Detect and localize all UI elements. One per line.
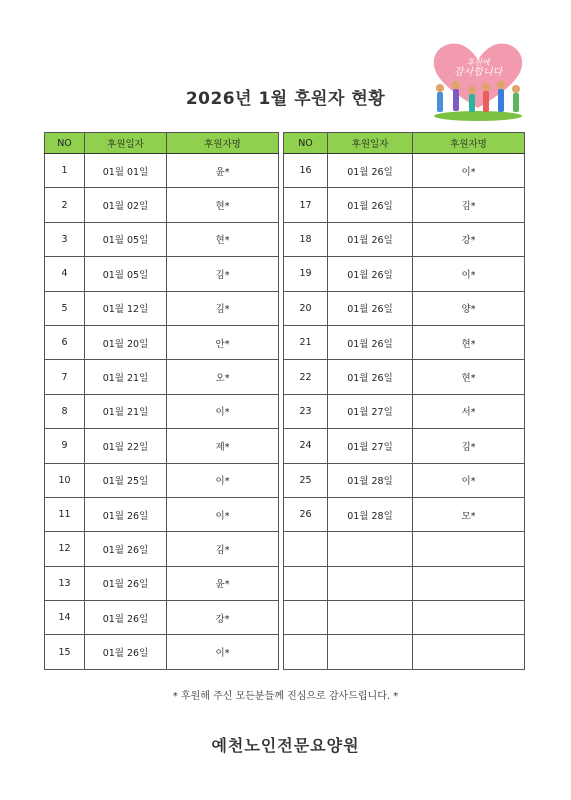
cell-date	[328, 601, 413, 635]
cell-date: 01월 02일	[85, 188, 167, 222]
table-row	[45, 394, 279, 428]
table-row	[45, 635, 279, 669]
cell-no: 2	[45, 188, 85, 222]
table-row	[284, 188, 525, 222]
cell-date: 01월 26일	[328, 360, 413, 394]
table-row	[284, 532, 525, 566]
cell-no: 23	[284, 394, 328, 428]
table-row	[45, 291, 279, 325]
cell-name	[413, 532, 525, 566]
cell-no: 3	[45, 222, 85, 256]
cell-name	[413, 635, 525, 669]
cell-name: 김*	[413, 429, 525, 463]
cell-name: 현*	[413, 325, 525, 359]
cell-date: 01월 05일	[85, 257, 167, 291]
cell-no: 1	[45, 154, 85, 188]
table-header-row	[45, 133, 279, 154]
cell-date: 01월 21일	[85, 360, 167, 394]
cell-name: 이*	[167, 463, 279, 497]
cell-no: 12	[45, 532, 85, 566]
cell-name: 강*	[413, 222, 525, 256]
logo-text-line2: 감사합니다	[453, 67, 503, 78]
cell-date: 01월 22일	[85, 429, 167, 463]
table-row	[284, 429, 525, 463]
table-row	[284, 360, 525, 394]
cell-no: 21	[284, 325, 328, 359]
organization-name: 예천노인전문요양원	[211, 736, 360, 755]
cell-date: 01월 26일	[85, 566, 167, 600]
cell-name: 안*	[167, 325, 279, 359]
cell-name: 서*	[413, 394, 525, 428]
cell-no: 16	[284, 154, 328, 188]
cell-no: 22	[284, 360, 328, 394]
header-date: 후원일자	[85, 133, 167, 154]
table-row	[284, 291, 525, 325]
cell-date: 01월 26일	[328, 188, 413, 222]
logo-text-line1: 후원에	[466, 58, 490, 67]
donor-table-left	[44, 132, 279, 670]
cell-no: 15	[45, 635, 85, 669]
cell-date: 01월 26일	[328, 257, 413, 291]
cell-date: 01월 26일	[328, 222, 413, 256]
header-date: 후원일자	[328, 133, 413, 154]
donor-table-left-body	[45, 154, 279, 670]
cell-no: 26	[284, 497, 328, 531]
table-row	[45, 566, 279, 600]
grass-icon	[434, 111, 522, 121]
cell-name: 김*	[167, 257, 279, 291]
cell-date: 01월 28일	[328, 497, 413, 531]
table-row	[45, 360, 279, 394]
cell-no: 13	[45, 566, 85, 600]
cell-date	[328, 566, 413, 600]
cell-no: 18	[284, 222, 328, 256]
cell-date: 01월 26일	[328, 154, 413, 188]
table-row	[284, 635, 525, 669]
cell-date: 01월 12일	[85, 291, 167, 325]
cell-date: 01월 21일	[85, 394, 167, 428]
cell-name: 이*	[413, 463, 525, 497]
table-row	[284, 463, 525, 497]
cell-no: 25	[284, 463, 328, 497]
cell-name	[413, 601, 525, 635]
cell-name: 김*	[167, 532, 279, 566]
logo-text	[442, 58, 514, 78]
cell-no: 10	[45, 463, 85, 497]
header-name: 후원자명	[413, 133, 525, 154]
header-name: 후원자명	[167, 133, 279, 154]
table-row	[45, 222, 279, 256]
donor-table-right	[283, 132, 525, 670]
cell-no: 4	[45, 257, 85, 291]
footer-thanks-note: * 후원해 주신 모든분들께 진심으로 감사드립니다. *	[172, 691, 399, 702]
cell-name: 강*	[167, 601, 279, 635]
cell-name: 양*	[413, 291, 525, 325]
cell-date: 01월 26일	[85, 532, 167, 566]
table-row	[284, 497, 525, 531]
cell-date: 01월 01일	[85, 154, 167, 188]
table-row	[284, 325, 525, 359]
table-row	[284, 601, 525, 635]
cell-name: 현*	[167, 222, 279, 256]
table-row	[45, 257, 279, 291]
table-row	[284, 394, 525, 428]
cell-no	[284, 635, 328, 669]
table-row	[284, 222, 525, 256]
cell-date: 01월 26일	[85, 497, 167, 531]
cell-date: 01월 28일	[328, 463, 413, 497]
cell-no: 14	[45, 601, 85, 635]
donor-table-right-body	[284, 154, 525, 670]
table-row	[45, 497, 279, 531]
cell-no: 24	[284, 429, 328, 463]
cell-name: 이*	[167, 497, 279, 531]
header-no: NO	[45, 133, 85, 154]
cell-no	[284, 532, 328, 566]
cell-name	[413, 566, 525, 600]
cell-date: 01월 26일	[328, 325, 413, 359]
cell-no: 11	[45, 497, 85, 531]
cell-date	[328, 532, 413, 566]
cell-name: 이*	[167, 635, 279, 669]
page-title: 2026년 1월 후원자 현황	[185, 89, 386, 109]
cell-no	[284, 566, 328, 600]
cell-no: 9	[45, 429, 85, 463]
cell-name: 윤*	[167, 154, 279, 188]
table-row	[284, 154, 525, 188]
cell-name: 현*	[167, 188, 279, 222]
header-no: NO	[284, 133, 328, 154]
cell-name: 이*	[413, 154, 525, 188]
table-row	[45, 325, 279, 359]
cell-date: 01월 27일	[328, 429, 413, 463]
table-row	[45, 532, 279, 566]
table-row	[45, 463, 279, 497]
cell-date: 01월 26일	[328, 291, 413, 325]
cell-no: 6	[45, 325, 85, 359]
cell-no	[284, 601, 328, 635]
table-row	[45, 188, 279, 222]
table-row	[45, 154, 279, 188]
cell-name: 현*	[413, 360, 525, 394]
table-row	[45, 429, 279, 463]
cell-no: 17	[284, 188, 328, 222]
cell-name: 모*	[413, 497, 525, 531]
cell-name: 이*	[413, 257, 525, 291]
table-header-row	[284, 133, 525, 154]
cell-date: 01월 27일	[328, 394, 413, 428]
cell-name: 제*	[167, 429, 279, 463]
table-row	[45, 601, 279, 635]
cell-date: 01월 05일	[85, 222, 167, 256]
cell-date: 01월 26일	[85, 635, 167, 669]
cell-no: 19	[284, 257, 328, 291]
cell-date: 01월 26일	[85, 601, 167, 635]
table-row	[284, 257, 525, 291]
cell-name: 김*	[167, 291, 279, 325]
thank-you-heart-logo	[428, 38, 528, 124]
cell-no: 5	[45, 291, 85, 325]
cell-date	[328, 635, 413, 669]
cell-no: 7	[45, 360, 85, 394]
cell-date: 01월 25일	[85, 463, 167, 497]
cell-name: 윤*	[167, 566, 279, 600]
cell-name: 오*	[167, 360, 279, 394]
cell-no: 20	[284, 291, 328, 325]
table-row	[284, 566, 525, 600]
cell-no: 8	[45, 394, 85, 428]
cell-date: 01월 20일	[85, 325, 167, 359]
cell-name: 이*	[167, 394, 279, 428]
cell-name: 김*	[413, 188, 525, 222]
